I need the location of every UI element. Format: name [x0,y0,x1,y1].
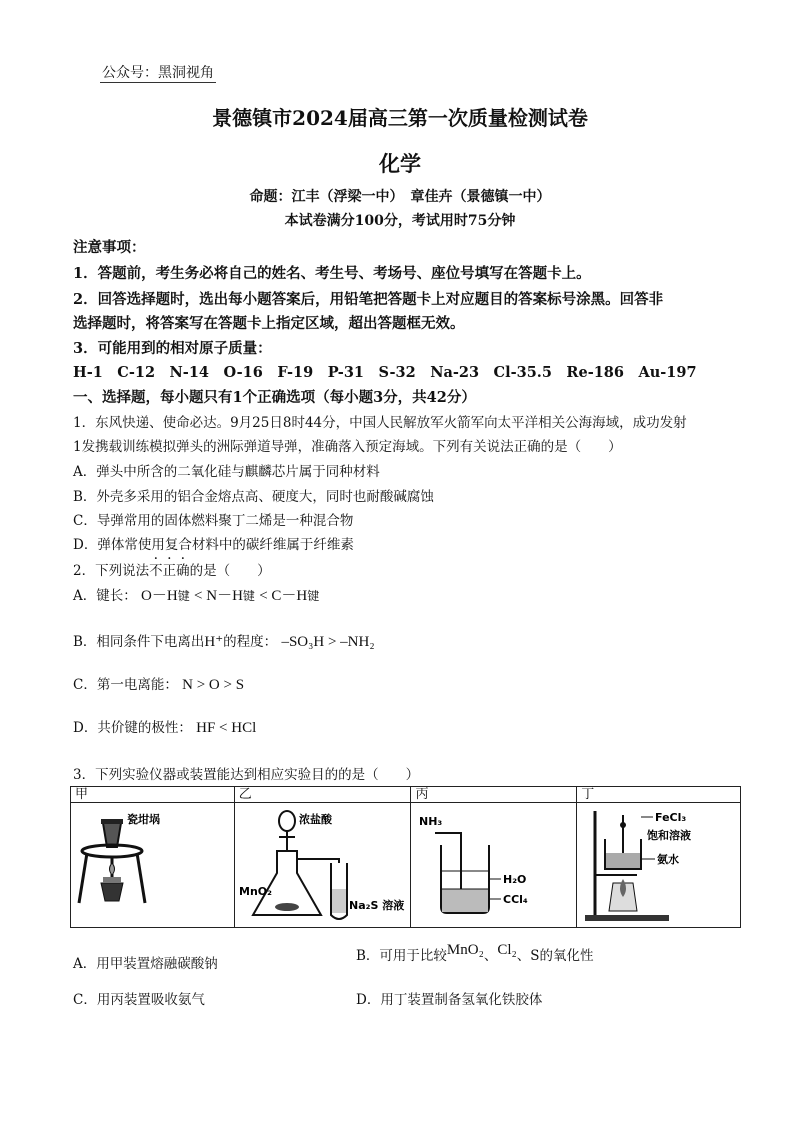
q2-option-b [73,630,375,651]
label-ccl4: CCl₄ [503,893,529,906]
cell-jia [71,803,235,928]
q2-emph-3: 确 [176,563,190,579]
label-crucible: 瓷坩埚 [127,813,160,826]
q2-b-label: B．相同条件下电离出 [73,634,205,650]
label-mno2: MnO₂ [238,885,272,898]
header-jia: 甲 [71,787,235,803]
ammonia-absorption [411,803,577,927]
q1-option-c: C．导弹常用的固体燃料聚丁二烯是一种混合物 [73,513,354,529]
header-yi: 乙 [234,787,411,803]
q1-stem-a: 1．东风快递、使命必达。9月25日8时44分，中国人民解放军火箭军向太平洋相关公海海域，成功发射 [73,415,687,431]
q2-stem [73,559,271,579]
q2-c-label: C．第一电离能： [73,677,178,693]
q2-option-a [73,584,319,605]
q2-a-sub-2: 键 [242,589,255,603]
crucible-apparatus [71,803,235,927]
q2-d-expr: HF < HCl [196,720,257,736]
q2-emph-2: 正 [162,563,177,579]
note-3: 3．可能用到的相对原子质量： [73,340,272,357]
q3-b-mno2: MnO₂ [446,942,484,958]
apparatus-table [70,786,741,928]
q2-c-expr: N > O > S [182,677,245,693]
note-2b: 选择题时，将答案写在答题卡上指定区域，超出答题框无效。 [73,315,465,332]
colloid-apparatus [577,803,741,927]
q2-d-label: D．共价键的极性： [73,720,192,736]
q1-option-a: A．弹头中所含的二氧化硅与麒麟芯片属于同种材料 [73,464,380,480]
note-1: 1．答题前，考生务必将自己的姓名、考生号、考场号、座位号填写在答题卡上。 [73,265,591,282]
label-h2o: H₂O [503,873,527,886]
label-ammonia: 氨水 [657,853,680,866]
q1-stem-b: 1发携载训练模拟弹头的洲际弹道导弹，准确落入预定海域。下列有关说法正确的是（ ） [73,439,622,455]
cell-yi [234,803,411,928]
q2-b-ion: H⁺ [204,634,224,650]
chlorine-apparatus [235,803,412,927]
label-hcl: 浓盐酸 [298,813,332,826]
subject-title: 化学 [379,151,421,176]
q3-stem: 3．下列实验仪器或装置能达到相应实验目的的是（ ） [73,767,420,783]
q3-option-c: C．用丙装置吸收氨气 [73,992,205,1008]
q2-a-label: A．键长： [73,588,137,604]
header-ding: 丁 [577,787,741,803]
q3-option-d: D．用丁装置制备氢氧化铁胶体 [356,992,543,1008]
q2-a-expr-3: < C－H [259,588,308,604]
q2-a-sub-1: 键 [177,589,190,603]
q3-b-pre: B．可用于比较 [356,948,447,964]
label-nh3: NH₃ [419,815,443,828]
note-2a: 2．回答选择题时，选出每小题答案后，用铅笔把答题卡上对应题目的答案标号涂黑。回答非 [73,291,664,308]
q3-option-b [356,944,593,965]
q1-option-b: B．外壳多采用的铝合金熔点高、硬度大，同时也耐酸碱腐蚀 [73,489,434,505]
q2-a-expr-2: < N－H [194,588,243,604]
q2-stem-post: 的是（ ） [189,563,271,579]
notes-heading: 注意事项： [73,239,146,256]
q2-option-c [73,673,244,694]
watermark: 公众号：黑洞视角 [100,62,216,83]
q2-option-d [73,716,256,737]
exam-info: 本试卷满分100分，考试用时75分钟 [284,213,516,229]
cell-ding [577,803,741,928]
q3-option-a: A．用甲装置熔融碳酸钠 [73,956,218,972]
q2-b-mid: 的程度： [223,634,278,650]
label-na2s: Na₂S 溶液 [348,899,404,912]
q2-a-expr-1: O－H [141,588,178,604]
q2-b-expr: –SO₃H > –NH₂ [281,634,375,650]
cell-bing [411,803,577,928]
authors-line: 命题：江丰（浮梁一中） 章佳卉（景德镇一中） [249,189,551,205]
atomic-masses: H-1 C-12 N-14 O-16 F-19 P-31 S-32 Na-23 Cl-35.5 Re-186 Au-197 [73,364,697,381]
q2-stem-pre: 2．下列说法 [73,563,150,579]
header-bing: 丙 [411,787,577,803]
q3-b-cl2: Cl₂ [497,942,517,958]
q2-emph-1: 不 [149,563,163,579]
exam-title: 景德镇市2024届高三第一次质量检测试卷 [212,106,588,130]
q2-a-sub-3: 键 [307,589,320,603]
q3-b-sep: 、 [483,948,498,964]
q3-b-post: 、S的氧化性 [516,948,594,964]
label-fecl3: FeCl₃ [655,811,687,824]
q1-option-d: D．弹体常使用复合材料中的碳纤维属于纤维素 [73,537,354,553]
section-heading: 一、选择题，每小题只有1个正确选项（每小题3分，共42分） [73,389,476,406]
label-saturated: 饱和溶液 [647,829,692,842]
